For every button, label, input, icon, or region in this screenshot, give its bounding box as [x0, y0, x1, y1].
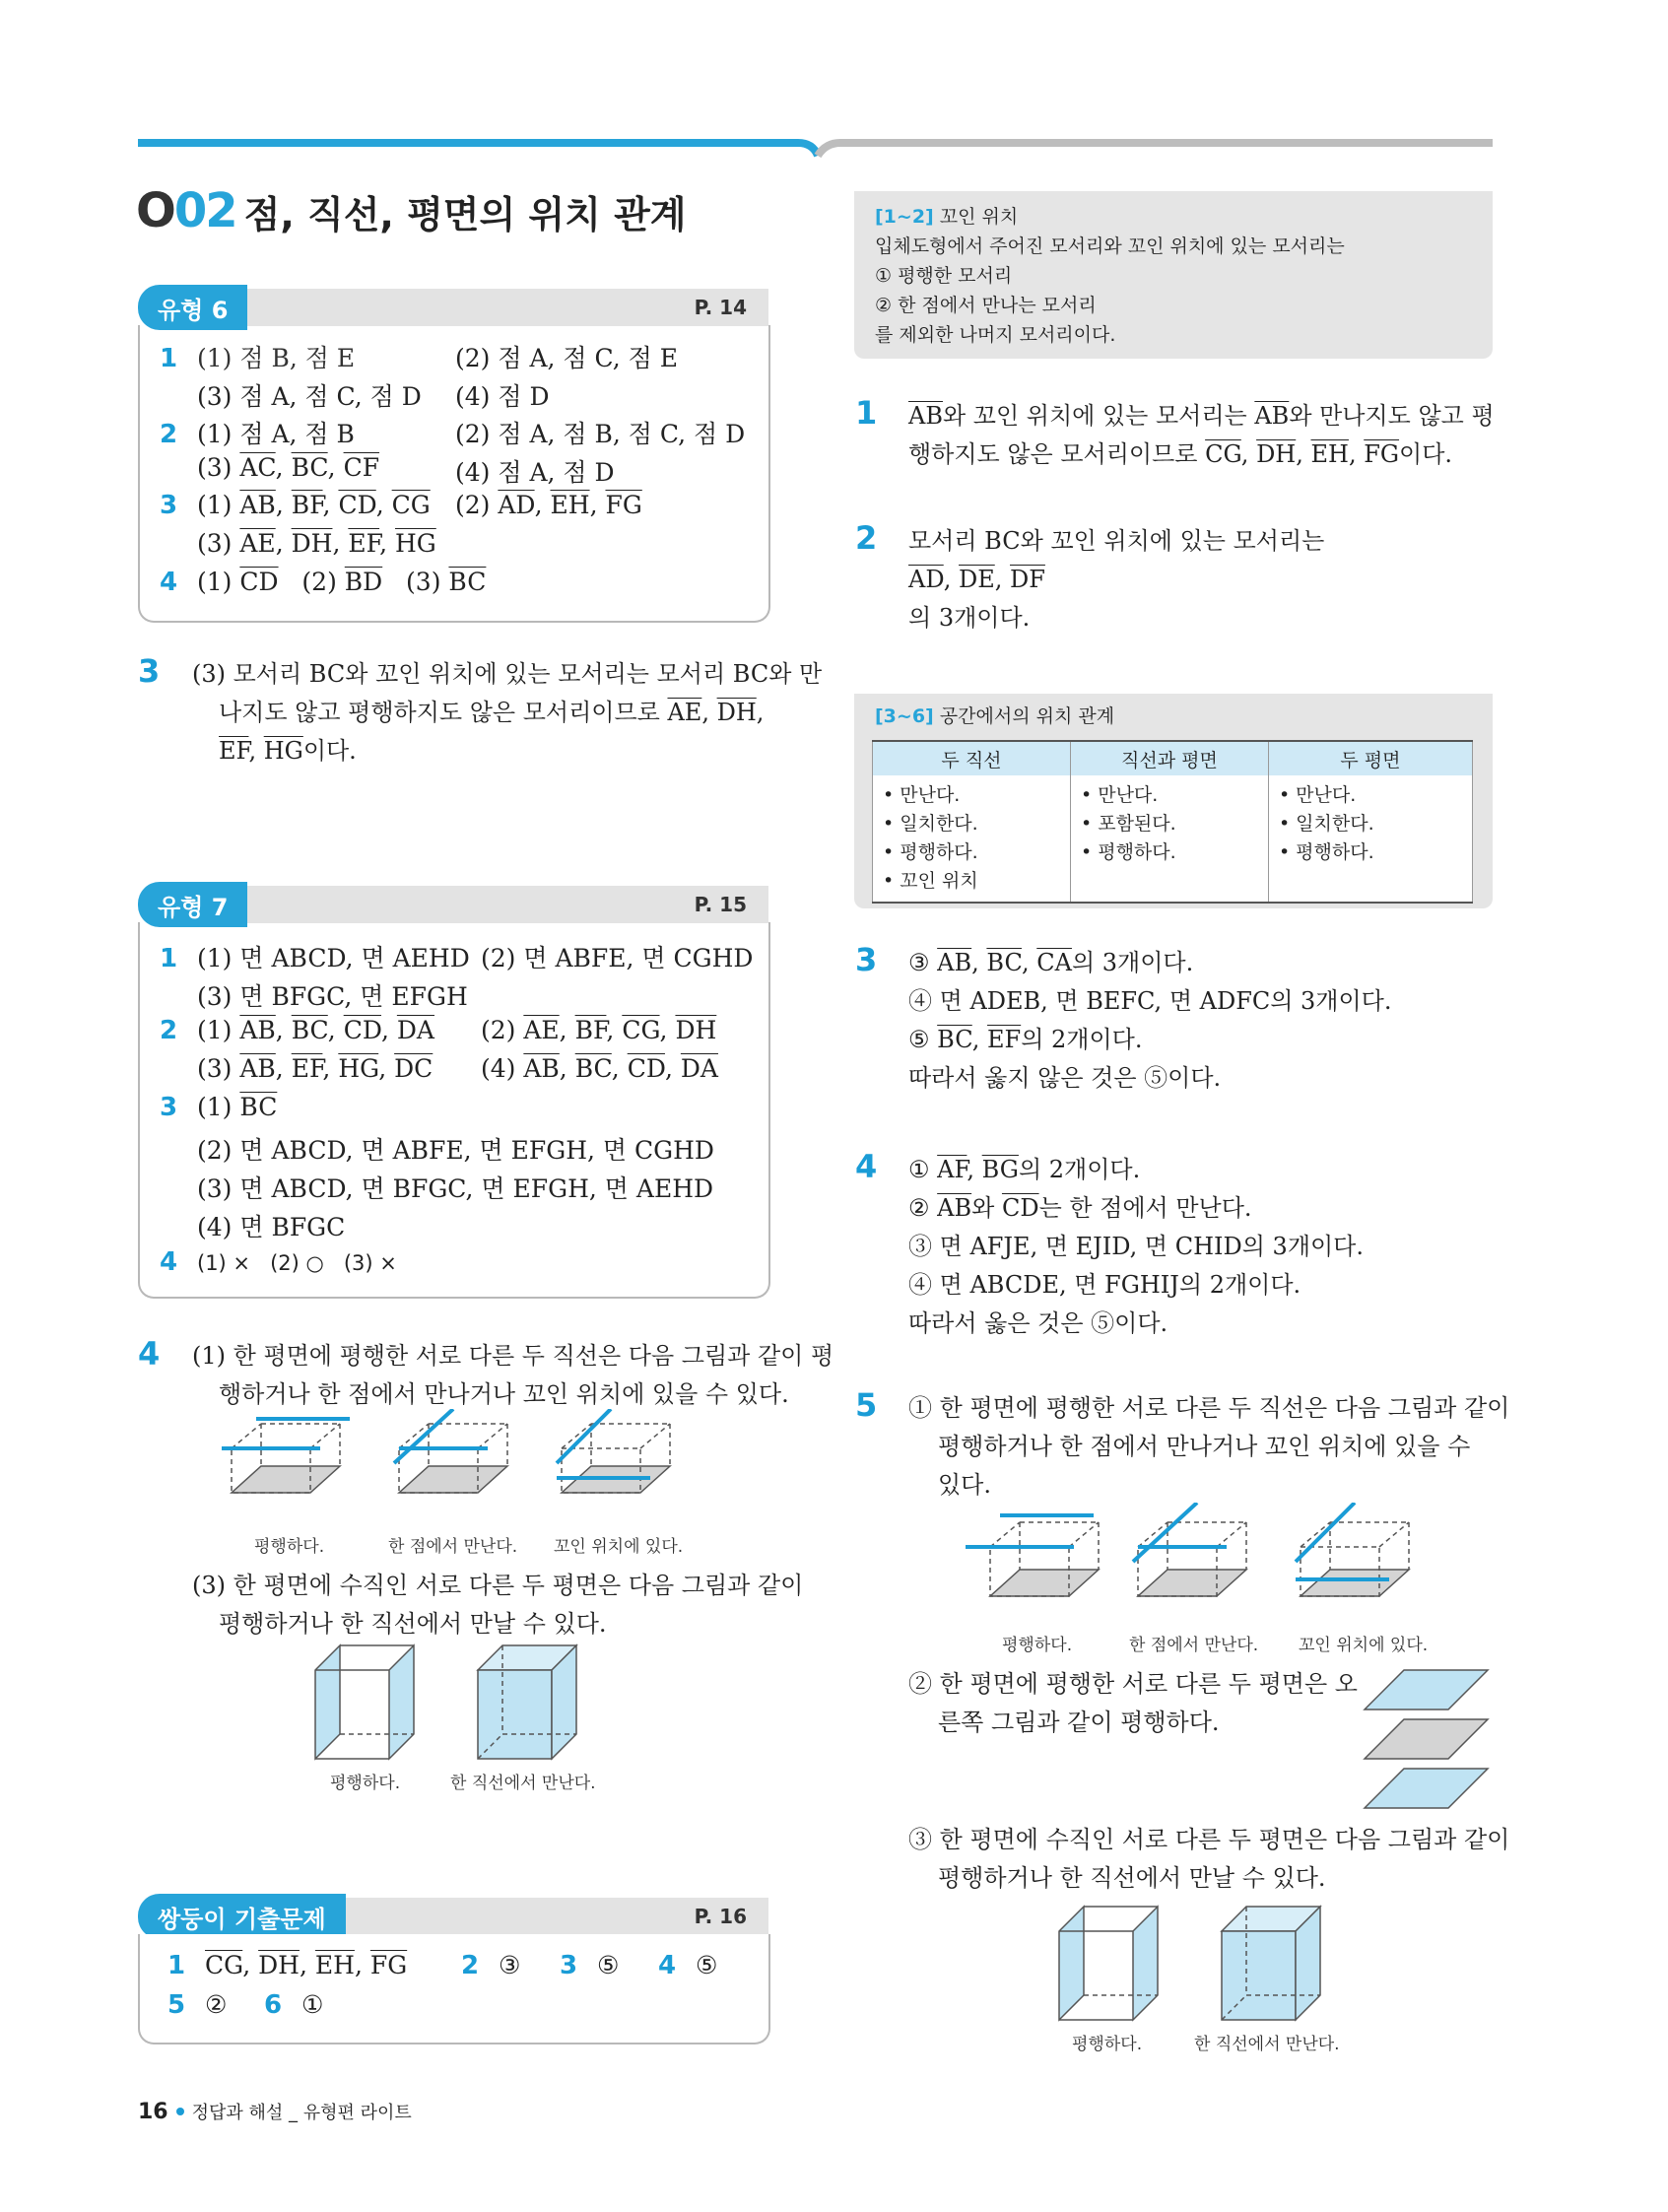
type7-row4: 4 (1) × (2) ○ (3) ×: [160, 1247, 397, 1277]
exp4-line-figures: [222, 1409, 714, 1537]
type6-row1b: (2) 점 A, 점 C, 점 E: [455, 344, 678, 372]
twin-label: 쌍둥이 기출문제: [138, 1894, 346, 1939]
type7-row3c: (3) 면 ABCD, 면 BFGC, 면 EFGH, 면 AEHD: [197, 1174, 714, 1203]
twin-row1: 1 $\overline{CG}$, $\overline{DH}$, $\overline{EH}$, $\overline{FG}$: [167, 1951, 408, 1980]
r5-cap4: 평행하다.: [1072, 2035, 1143, 2054]
type6-row2: 2 (1) 점 A, 점 B: [160, 420, 355, 449]
type6-row2d: (4) 점 A, 점 D: [455, 458, 615, 487]
r5-text3: ③ 한 평면에 수직인 서로 다른 두 평면은 다음 그림과 같이 평행하거나 한 직선에서 만날 수 있다.: [908, 1826, 1510, 1892]
parallel-planes-figure: [1360, 1668, 1493, 1816]
footer-bullet: [176, 2108, 184, 2115]
type6-row2c: (3) $\overline{AC}$, $\overline{BC}$, $\overline{CF}$: [197, 453, 380, 482]
page-number: 16: [138, 2099, 168, 2124]
r3-number: 3: [855, 941, 878, 978]
type6-row1c: (3) 점 A, 점 C, 점 D: [197, 382, 422, 411]
r5-text2: ② 한 평면에 평행한 서로 다른 두 평면은 오 른쪽 그림과 같이 평행하다.: [908, 1670, 1358, 1736]
col-planes: 두 평면: [1268, 741, 1472, 775]
col-line-plane: 직선과 평면: [1070, 741, 1268, 775]
twin-row4: 4 ⑤: [658, 1951, 718, 1980]
type6-page: P. 14: [247, 289, 768, 326]
r5-cap5: 한 직선에서 만난다.: [1194, 2035, 1340, 2054]
r5-text1: ① 한 평면에 평행한 서로 다른 두 직선은 다음 그림과 같이 평행하거나 한 점에서 만나거나 꼬인 위치에 있을 수 있다.: [908, 1394, 1510, 1499]
note2-head: [3~6] 공간에서의 위치 관계: [875, 705, 1115, 727]
section-title: [136, 183, 686, 238]
type6-row3c: (3) $\overline{AE}$, $\overline{DH}$, $\overline{EF}$, $\overline{HG}$: [197, 529, 436, 558]
r4-text: ① $\overline{AF}$, $\overline{BG}$의 2개이다. ② $\overline{AB}$와 $\overline{CD}$는 한 점에서 만난다. ③ 면 AFJE, 면 EJID, 면 CHID의 3개이다. ④ 면 ABCDE, 면 FGHIJ의 2개이다. 따라서 옳은 것은 ⑤이다.: [908, 1156, 1364, 1337]
twin-row6: 6 ①: [264, 1990, 324, 2020]
type7-row3d: (4) 면 BFGC: [197, 1213, 346, 1241]
type6-label: 유형 6: [138, 285, 247, 330]
r5-cap1: 평행하다.: [1002, 1636, 1073, 1655]
type6-row1d: (4) 점 D: [455, 382, 550, 411]
type7-row3b: (2) 면 ABCD, 면 ABFE, 면 EFGH, 면 CGHD: [197, 1136, 714, 1165]
note1-text: [1~2] 꼬인 위치 입체도형에서 주어진 모서리와 꼬인 위치에 있는 모서리는 ① 평행한 모서리 ② 한 점에서 만나는 모서리 를 제외한 나머지 모서리이다.: [875, 206, 1345, 346]
exp3-text: (3) 모서리 BC와 꼬인 위치에 있는 모서리는 모서리 BC와 만 나지도 않고 평행하지도 않은 모서리이므로 $\overline{AE}$, $\overline{DH}$, $\overline{EF}$, $\overline{HG}$이다.: [192, 660, 823, 765]
exp4-cap5: 한 직선에서 만난다.: [450, 1774, 596, 1793]
exp4-cap4: 평행하다.: [330, 1774, 401, 1793]
footer: [138, 2099, 412, 2124]
exp4-plane-figures: [310, 1641, 616, 1764]
type6-row4: 4 (1) $\overline{CD}$ (2) $\overline{BD}$ (3) $\overline{BC}$: [160, 568, 487, 597]
type6-row3: 3 (1) $\overline{AB}$, $\overline{BF}$, $\overline{CD}$, $\overline{CG}$: [160, 491, 431, 520]
r1-text: $\overline{AB}$와 꼬인 위치에 있는 모서리는 $\overline{AB}$와 만나지도 않고 평 행하지도 않은 모서리이므로 $\overline{CG}$, $\overline{DH}$, $\overline{EH}$, $\overline{FG}$이다.: [908, 402, 1495, 468]
r5-plane-figures: [1054, 1902, 1360, 2030]
type7-row2b: (2) $\overline{AE}$, $\overline{BF}$, $\overline{CG}$, $\overline{DH}$: [481, 1016, 717, 1044]
type7-row3: 3 (1) $\overline{BC}$: [160, 1093, 278, 1122]
type7-row2c: (3) $\overline{AB}$, $\overline{EF}$, $\overline{HG}$, $\overline{DC}$: [197, 1054, 434, 1083]
type6-row3b: (2) $\overline{AD}$, $\overline{EH}$, $\overline{FG}$: [455, 491, 642, 519]
type7-row2: 2 (1) $\overline{AB}$, $\overline{BC}$, $\overline{CD}$, $\overline{DA}$: [160, 1016, 434, 1045]
r5-cap3: 꼬인 위치에 있다.: [1299, 1636, 1429, 1655]
twin-row5: 5 ②: [167, 1990, 228, 2020]
exp4-text2: (3) 한 평면에 수직인 서로 다른 두 평면은 다음 그림과 같이 평행하거나 한 직선에서 만날 수 있다.: [192, 1572, 804, 1638]
r5-number: 5: [855, 1386, 878, 1424]
r4-number: 4: [855, 1148, 878, 1185]
exp3-number: 3: [138, 652, 161, 690]
r2-text: 모서리 BC와 꼬인 위치에 있는 모서리는 $\overline{AD}$, $\overline{DE}$, $\overline{DF}$ 의 3개이다.: [908, 527, 1325, 632]
exp4-cap1: 평행하다.: [254, 1537, 325, 1557]
twin-row2: 2 ③: [461, 1951, 521, 1980]
type7-label: 유형 7: [138, 882, 247, 927]
r1-number: 1: [855, 394, 878, 432]
twin-header: [138, 1894, 768, 1939]
exp4-text: (1) 한 평면에 평행한 서로 다른 두 직선은 다음 그림과 같이 평 행하거나 한 점에서 만나거나 꼬인 위치에 있을 수 있다.: [192, 1342, 834, 1408]
twin-page: P. 16: [346, 1898, 768, 1935]
footer-text: 정답과 해설 _ 유형편 라이트: [191, 2103, 412, 2123]
r5-cap2: 한 점에서 만난다.: [1129, 1636, 1259, 1655]
type6-row2b: (2) 점 A, 점 B, 점 C, 점 D: [455, 420, 746, 448]
r2-number: 2: [855, 519, 878, 557]
exp4-cap3: 꼬인 위치에 있다.: [554, 1537, 684, 1557]
r5-line-figures: [966, 1503, 1438, 1631]
type7-page: P. 15: [247, 886, 768, 923]
top-decoration: [0, 0, 1668, 158]
exp4-cap2: 한 점에서 만난다.: [388, 1537, 518, 1557]
type7-row1c: (3) 면 BFGC, 면 EFGH: [197, 982, 468, 1011]
type6-header: [138, 285, 768, 330]
type7-row2d: (4) $\overline{AB}$, $\overline{BC}$, $\overline{CD}$, $\overline{DA}$: [481, 1054, 718, 1083]
note2-table: 두 직선 직선과 평면 두 평면 • 만난다. • 일치한다. • 평행하다. • 꼬인 위치 • 만난다. • 포함된다. • 평행하다. • 만난다. • 일치한다. • 평행하다.: [872, 740, 1473, 904]
type6-row1: 1 (1) 점 B, 점 E: [160, 344, 356, 373]
exp4-number: 4: [138, 1335, 161, 1373]
type7-row1b: (2) 면 ABFE, 면 CGHD: [481, 944, 754, 972]
type7-row1: 1 (1) 면 ABCD, 면 AEHD: [160, 944, 470, 973]
section-heading: 점, 직선, 평면의 위치 관계: [243, 192, 687, 236]
r3-text: ③ $\overline{AB}$, $\overline{BC}$, $\overline{CA}$의 3개이다. ④ 면 ADEB, 면 BEFC, 면 ADFC의 3개이다. ⑤ $\overline{BC}$, $\overline{EF}$의 2개이다. 따라서 옳지 않은 것은 ⑤이다.: [908, 949, 1392, 1092]
col-lines: 두 직선: [873, 741, 1071, 775]
section-number: O02: [136, 183, 236, 238]
twin-row3: 3 ⑤: [560, 1951, 620, 1980]
type7-header: [138, 882, 768, 927]
